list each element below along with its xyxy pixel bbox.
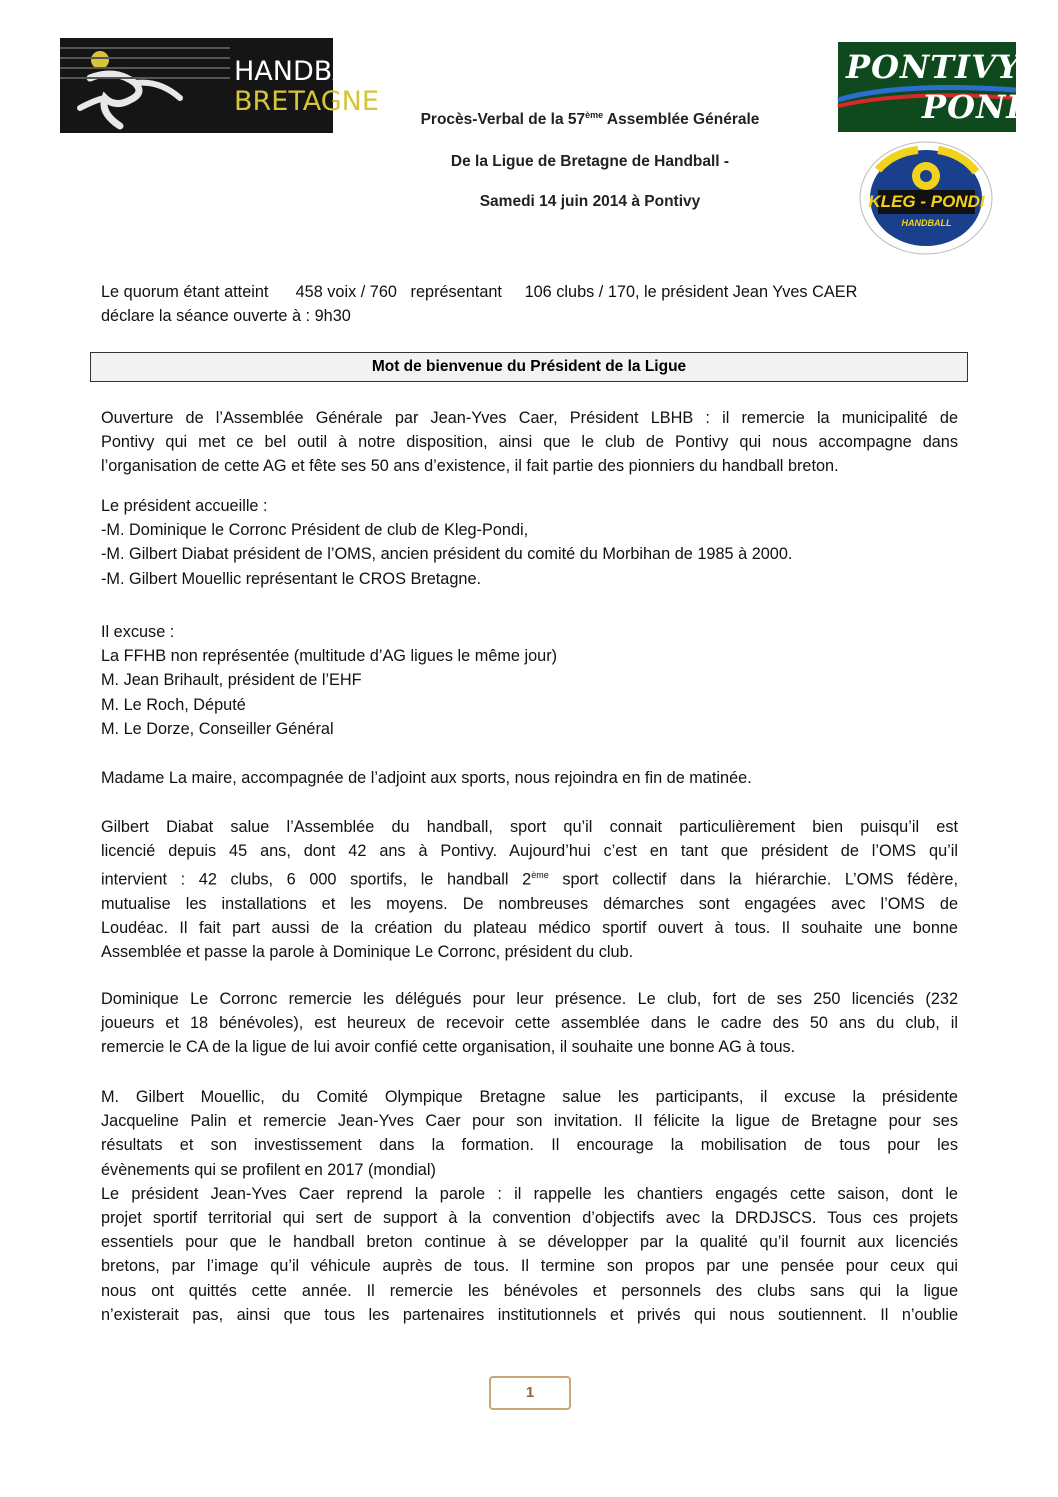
maire-paragraph: Madame La maire, accompagnée de l’adjoint aux sports, nous rejoindra en fin de matinée. xyxy=(101,769,752,787)
ouverture-paragraph: Ouverture de l’Assemblée Générale par Jean-Yves Caer, Président LBHB : il remercie la municipalité de Pontivy qui met ce bel outil à notre disposition, ainsi que le club de Pontivy qui nous accompagne dans l’organisation de cette AG et fête ses 50 ans d’existence, il fait partie des pionniers du handball breton. xyxy=(101,409,958,476)
accueil-list xyxy=(101,494,958,591)
quorum-paragraph: Le quorum étant atteint 458 voix / 760 représentant 106 clubs / 170, le président Jean Yves CAER déclare la séance ouverte à : 9h30 xyxy=(101,283,858,326)
list-item: M. Le Dorze, Conseiller Général xyxy=(101,719,334,738)
list-item: -M. Dominique le Corronc Président de club de Kleg-Pondi, xyxy=(101,521,529,540)
list-item: M. Jean Brihault, président de l’EHF xyxy=(101,671,362,690)
page-number: 1 xyxy=(489,1376,571,1410)
corronc-paragraph: Dominique Le Corronc remercie les délégués pour leur présence. Le club, fort de ses 250 licenciés (232 joueurs et 18 bénévoles), est heureux de recevoir cette assemblée dans le cadre des 50 ans du club, il remercie le CA de la ligue de lui avoir confié cette organisation, il souhaite une bonne AG à tous. xyxy=(101,990,958,1057)
section-title-box: Mot de bienvenue du Président de la Ligue xyxy=(90,352,968,382)
excuse-list xyxy=(101,620,958,741)
logo-text-kleg-pondi: KLEG - PONDI xyxy=(868,192,985,211)
list-item: M. Le Roch, Député xyxy=(101,695,246,714)
list-item: Il excuse : xyxy=(101,623,175,641)
pontivy-pondi-logo xyxy=(838,42,1051,132)
handball-player-icon xyxy=(60,38,230,133)
logo-text-pontivy: PONTIVY xyxy=(846,48,1021,86)
logo-text-handball: HANDBALL xyxy=(234,56,381,87)
kleg-pondi-logo xyxy=(858,140,995,257)
document-subtitle: De la Ligue de Bretagne de Handball - xyxy=(450,153,730,170)
logo-text-bretagne: BRETAGNE xyxy=(234,86,379,117)
document-date-place: Samedi 14 juin 2014 à Pontivy xyxy=(479,193,701,210)
document-title: Procès-Verbal de la 57ème Assemblée Générale xyxy=(420,110,760,129)
list-item: -M. Gilbert Diabat président de l’OMS, ancien président du comité du Morbihan de 1985 à 2000. xyxy=(101,545,793,564)
logo-text-kleg-handball: HANDBALL xyxy=(901,218,952,228)
diabat-paragraph: Gilbert Diabat salue l’Assemblée du handball, sport qu’il connait particulièrement bien puisqu’il est licencié depuis 45 ans, dont 42 ans à Pontivy. Aujourd’hui c’est en tant que président de l’OMS qu’il intervient : 42 clubs, 6 000 sportifs, le handball 2ème sport collectif dans la hiérarchie. L’OMS fédère, mutualise les installations et les moyens. De nombreuses démarches sont engagées avec l’OMS de Loudéac. Il fait part aussi de la création du plateau médico sportif ouvert à tous. Il souhaite une bonne Assemblée et passe la parole à Dominique Le Corronc, président du club. xyxy=(101,818,958,962)
handball-bretagne-logo xyxy=(60,38,381,133)
list-item: Le président accueille : xyxy=(101,497,268,515)
list-item: -M. Gilbert Mouellic représentant le CROS Bretagne. xyxy=(101,569,482,588)
list-item: La FFHB non représentée (multitude d’AG ligues le même jour) xyxy=(101,647,558,666)
logo-text-pondi: PONDI xyxy=(922,88,1051,126)
mouellic-paragraph: M. Gilbert Mouellic, du Comité Olympique Bretagne salue les participants, il excuse la présidente Jacqueline Palin et remercie Jean-Yves Caer pour son invitation. Il félicite la ligue de Bretagne pour ses résultats et son investissement dans la formation. Il encourage la mobilisation de tous pour les évènements qui se profilent en 2017 (mondial) Le président Jean-Yves Caer reprend la parole : il rappelle les chantiers engagés cette saison, dont le projet sportif territorial qui sert de support à la convention d’objectifs avec la DRDJSCS. Tous ces projets essentiels pour que le handball breton continue à se développer par la qualité qu’il fournit aux licenciés bretons, par l’image qu’il véhicule auprès de tous. Il termine son propos par une pensée pour ceux qui nous ont quittés cette année. Il remercie les bénévoles et personnels des clubs sans qui la ligue n’existerait pas, ainsi que tous les partenaires institutionnels et privés qui nous soutiennent. Il n’oublie xyxy=(101,1088,958,1324)
